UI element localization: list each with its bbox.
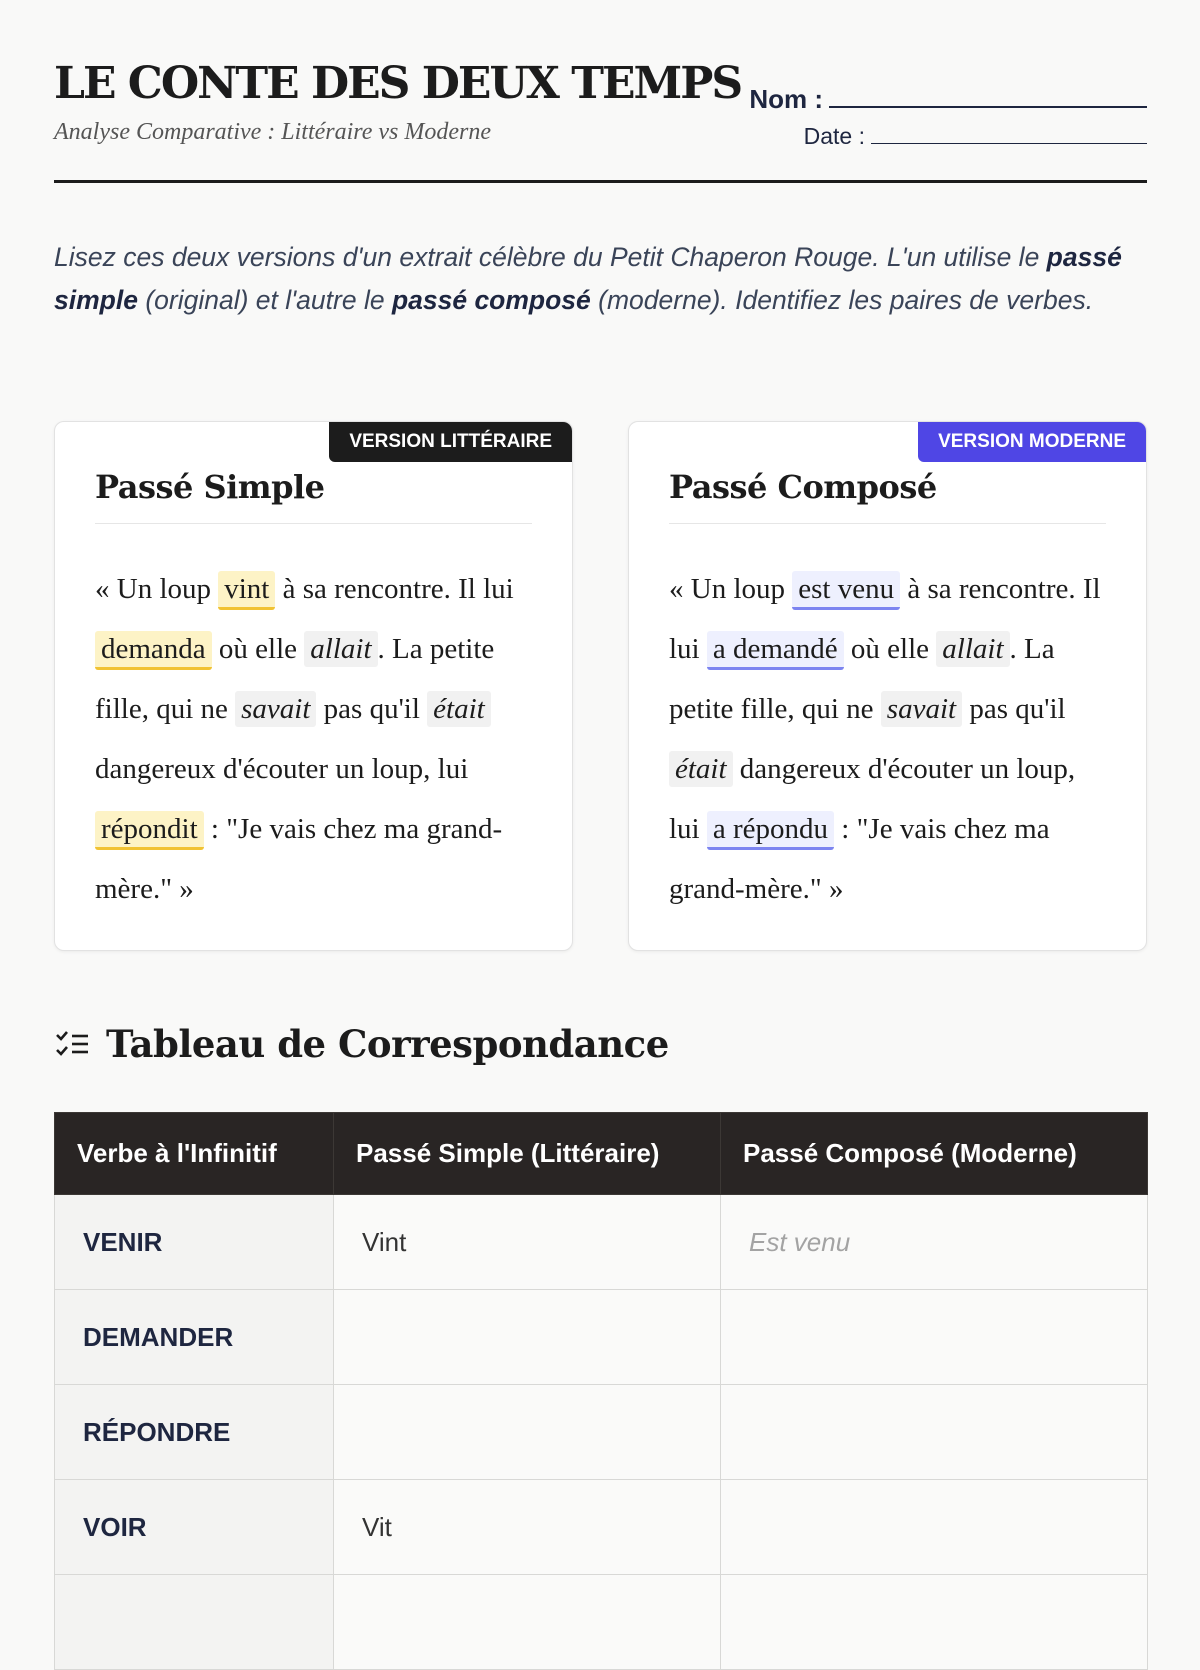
passe-simple-cell[interactable] (334, 1385, 721, 1480)
section-title (54, 1022, 669, 1066)
infinitive-cell: VENIR (55, 1195, 334, 1290)
page-subtitle: Analyse Comparative : Littéraire vs Moderne (54, 119, 492, 145)
column-header-passe-simple: Passé Simple (Littéraire) (334, 1113, 721, 1195)
intro-text: Lisez ces deux versions d'un extrait célèbre du Petit Chaperon Rouge. L'un utilise le (54, 242, 1047, 272)
table-row (55, 1195, 1148, 1290)
verb-highlight: a répondu (707, 811, 834, 850)
imparfait-verb: allait (936, 631, 1009, 667)
literary-badge: VERSION LITTÉRAIRE (329, 422, 572, 462)
passe-compose-cell[interactable] (721, 1385, 1148, 1480)
passe-simple-cell[interactable]: Vit (334, 1480, 721, 1575)
card-divider (95, 523, 532, 524)
passage-text: où elle (843, 633, 937, 665)
passe-compose-cell[interactable] (721, 1480, 1148, 1575)
passage-text: à sa rencontre. Il lui (669, 573, 1101, 665)
table-row (55, 1480, 1148, 1575)
verb-highlight: a demandé (707, 631, 844, 670)
passe-compose-cell[interactable]: Est venu (721, 1195, 1148, 1290)
passage-text: dangereux d'écouter un loup, lui (669, 753, 1076, 845)
column-header-passe-compose: Passé Composé (Moderne) (721, 1113, 1148, 1195)
passe-simple-cell[interactable]: Vint (334, 1195, 721, 1290)
passage-text: dangereux d'écouter un loup, lui (95, 753, 469, 785)
verb-highlight: répondit (95, 811, 204, 850)
name-field[interactable] (749, 84, 1147, 115)
instructions (54, 236, 1147, 322)
section-title-text: Tableau de Correspondance (106, 1022, 669, 1066)
date-blank[interactable] (871, 125, 1147, 144)
passe-simple-cell[interactable] (334, 1575, 721, 1670)
intro-bold-passe-compose: passé composé (391, 285, 591, 315)
literary-passage (95, 559, 538, 919)
infinitive-cell (55, 1575, 334, 1670)
passage-text: . La petite fille, qui ne (95, 633, 495, 725)
literary-card-title: Passé Simple (95, 468, 325, 506)
worksheet (54, 0, 1147, 1542)
passe-simple-cell[interactable] (334, 1290, 721, 1385)
modern-badge: VERSION MODERNE (918, 422, 1146, 462)
verb-highlight: vint (218, 571, 275, 610)
header (54, 0, 1147, 183)
verb-highlight: demanda (95, 631, 212, 670)
intro-text: (moderne). Identifiez les paires de verbes. (590, 285, 1094, 315)
verb-highlight: est venu (792, 571, 900, 610)
modern-version-card (628, 421, 1147, 951)
imparfait-verb: était (669, 751, 733, 787)
table-row (55, 1575, 1148, 1670)
date-field[interactable] (804, 123, 1147, 150)
infinitive-cell: DEMANDER (55, 1290, 334, 1385)
table-header-row (55, 1113, 1148, 1195)
passage-text: : "Je vais chez ma grand-mère." » (95, 813, 503, 905)
card-divider (669, 523, 1106, 524)
infinitive-cell: VOIR (55, 1480, 334, 1575)
imparfait-verb: savait (235, 691, 316, 727)
date-label: Date : (803, 123, 865, 149)
passe-compose-cell[interactable] (721, 1290, 1148, 1385)
modern-card-title: Passé Composé (669, 468, 937, 506)
infinitive-cell: RÉPONDRE (55, 1385, 334, 1480)
passage-text: pas qu'il (962, 693, 1066, 725)
table-row (55, 1385, 1148, 1480)
imparfait-verb: allait (304, 631, 377, 667)
intro-bold-passe-simple: passé simple (54, 242, 1122, 315)
literary-version-card (54, 421, 573, 951)
table-row (55, 1290, 1148, 1385)
passage-text: où elle (211, 633, 305, 665)
checklist-icon (54, 1029, 90, 1059)
name-label: Nom : (749, 84, 823, 114)
passage-text: « Un loup (669, 573, 793, 605)
passe-compose-cell[interactable] (721, 1575, 1148, 1670)
passage-text: « Un loup (95, 573, 219, 605)
imparfait-verb: savait (881, 691, 962, 727)
page-title: LE CONTE DES DEUX TEMPS (54, 58, 742, 109)
passage-text: à sa rencontre. Il lui (275, 573, 514, 605)
passage-text: pas qu'il (316, 693, 428, 725)
imparfait-verb: était (427, 691, 491, 727)
modern-passage (669, 559, 1112, 919)
passage-text: . La petite fille, qui ne (669, 633, 1055, 725)
column-header-infinitive: Verbe à l'Infinitif (55, 1113, 334, 1195)
name-blank[interactable] (829, 84, 1147, 108)
passage-text: : "Je vais chez ma grand-mère." » (669, 813, 1050, 905)
intro-text: (original) et l'autre le (137, 285, 392, 315)
correspondence-table (54, 1112, 1148, 1670)
